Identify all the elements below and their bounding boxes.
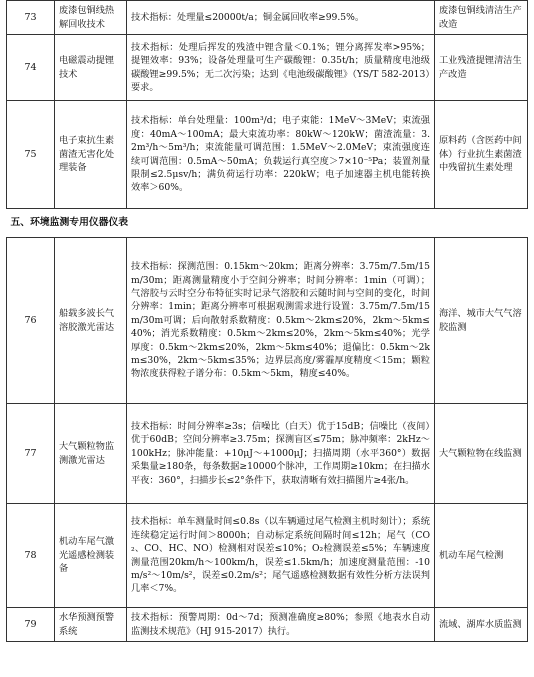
technical-spec: 技术指标：时间分辨率≥3s；信噪比（白天）优于15dB；信噪比（夜间）优于60dB；空间分辨率≥3.75m；探测盲区≤75m；脉冲频率：2kHz～100kHz；脉冲能量：+10μJ～+1000μJ；扫描周期（水平360°）数据采集量≥180条，每条数据≥10000个脉冲，工作周期≥10km；在扫描水平夜：360°，扫描步长≤2°条件下，获取清晰有效扫描图片≥4张/h。: [127, 404, 435, 504]
row-number: 73: [7, 1, 55, 35]
technology-name: 废漆包铜线热解回收技术: [55, 1, 127, 35]
table-row: [7, 35, 528, 101]
row-number: 77: [7, 404, 55, 504]
application-field: 原料药（含医药中间体）行业抗生素菌渣中残留抗生素处理: [435, 101, 528, 209]
table-row: [7, 404, 528, 504]
table-row: [7, 1, 528, 35]
section-row: [7, 209, 528, 238]
table-row: [7, 101, 528, 209]
technology-name: 船载多波长气溶胶激光雷达: [55, 238, 127, 404]
technology-name: 机动车尾气激光遥感检测装备: [55, 504, 127, 608]
table-row: [7, 608, 528, 642]
application-field: 流域、湖库水质监测: [435, 608, 528, 642]
application-field: 海洋、城市大气气溶胶监测: [435, 238, 528, 404]
technology-name: 水华预测预警系统: [55, 608, 127, 642]
catalog-table: [6, 0, 528, 642]
technology-name: 电子束抗生素菌渣无害化处理装备: [55, 101, 127, 209]
application-field: 工业残渣提锂清洁生产改造: [435, 35, 528, 101]
technical-spec: 技术指标：单台处理量：100m³/d；电子束能：1MeV～3MeV；束流强度：40mA～100mA；最大束流功率：80kW～120kW；菌渣流量：3.2m³/h～5m³/h；束流能量可调范围：1.5MeV～2.0MeV；束流强度连续可调范围：0.5mA～50mA；负载运行真空度＞7×10⁻⁵Pa；装置剂量限制≤2.5μsv/h；满负荷运行功率：220kW；电子加速器主机电能转换效率＞60%。: [127, 101, 435, 209]
technology-name: 大气颗粒物监测激光雷达: [55, 404, 127, 504]
table-row: [7, 238, 528, 404]
application-field: 废漆包铜线清洁生产改造: [435, 1, 528, 35]
technical-spec: 技术指标：单车测量时间≤0.8s（以车辆通过尾气检测主机时刻计）；系统连续稳定运行时间＞8000h；自动标定系统间隔时间≤12h；尾气（CO₂、CO、HC、NO）检测相对误差≤10%；O₂检测误差≤5%；车辆速度测量范围20km/h～100km/h，误差≤1.5km/h；加速度测量范围：-10m/s²～10m/s²，误差≤0.2m/s²；尾气遥感检测数据有效性分析方法误判几率＜7%。: [127, 504, 435, 608]
table-row: [7, 504, 528, 608]
row-number: 78: [7, 504, 55, 608]
row-number: 79: [7, 608, 55, 642]
application-field: 大气颗粒物在线监测: [435, 404, 528, 504]
technical-spec: 技术指标：探测范围：0.15km～20km；距离分辨率：3.75m/7.5m/15m/30m；距离测量精度小于空间分辨率；时间分辨率：1min（可调）；气溶胶与云时空分布特征实时记录气溶胶和云随时间与空间的变化，时间分辨率：1min；距离分辨率可根据观测需求进行设置：3.75m/7.5m/15m/30m可调；后向散射系数精度：0.5km～2km≤20%，2km～5km≤40%；消光系数精度：0.5km～2km≤20%，2km～5km≤40%；光学厚度：0.5km～2km≤20%，2km～5km≤40%；退偏比：0.5km～2km≤30%，2km～5km≤35%；边界层高度/雾霾厚度精度＜15m；颗粒物浓度获得粒子谱分布：0.5km～5km，精度≤40%。: [127, 238, 435, 404]
technical-spec: 技术指标：预警周期：0d～7d；预测准确度≥80%；参照《地表水自动监测技术规范》（HJ 915-2017）执行。: [127, 608, 435, 642]
row-number: 74: [7, 35, 55, 101]
technical-spec: 技术指标：处理量≤20000t/a；铜金属回收率≥99.5%。: [127, 1, 435, 35]
technical-spec: 技术指标：处理后挥发的残渣中锂含量＜0.1%；锂分离挥发率>95%；提锂效率：93%；设备处理量可生产碳酸锂：0.35t/h；质量精度电池级碳酸锂≥99.5%；无二次污染；达到《电池级碳酸锂》（YS/T 582-2013）要求。: [127, 35, 435, 101]
row-number: 75: [7, 101, 55, 209]
row-number: 76: [7, 238, 55, 404]
application-field: 机动车尾气检测: [435, 504, 528, 608]
section-title: 五、环境监测专用仪器仪表: [7, 209, 528, 238]
technology-name: 电磁震动提锂技术: [55, 35, 127, 101]
